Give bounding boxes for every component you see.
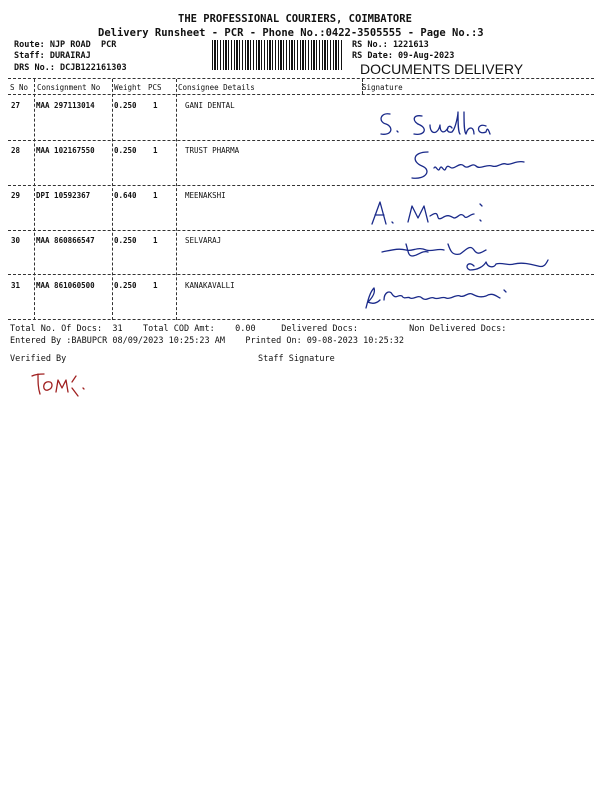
route-label: Route: NJP ROAD PCR <box>14 40 117 50</box>
row-pcs: 1 <box>153 146 158 155</box>
row-pcs: 1 <box>153 101 158 110</box>
header-sno: S No <box>10 83 29 92</box>
row-consignee: KANAKAVALLI <box>185 281 235 290</box>
row-weight: 0.250 <box>114 281 137 290</box>
column-divider <box>34 79 35 320</box>
verifier-initials <box>28 368 88 398</box>
row-consignment: MAA 860866547 <box>36 236 95 245</box>
row-sno: 29 <box>11 191 21 200</box>
header-consignee: Consignee Details <box>178 83 255 92</box>
header-weight: Weight <box>114 83 142 92</box>
signature-gani-dental <box>376 108 496 142</box>
row-weight: 0.640 <box>114 191 137 200</box>
drs-number: DRS No.: DCJB122161303 <box>14 63 127 73</box>
signature-meenakshi <box>368 196 492 228</box>
row-sno: 30 <box>11 236 21 245</box>
barcode <box>212 40 343 70</box>
company-title: THE PROFESSIONAL COURIERS, COIMBATORE <box>178 13 412 25</box>
rs-number: RS No.: 1221613 <box>352 40 429 50</box>
staff-signature-label: Staff Signature <box>258 354 335 364</box>
row-sno: 28 <box>11 146 21 155</box>
column-divider <box>176 79 177 320</box>
row-consignment: MAA 861060500 <box>36 281 95 290</box>
signature-kanakavalli <box>362 282 522 312</box>
row-weight: 0.250 <box>114 101 137 110</box>
column-divider <box>112 79 113 320</box>
row-consignee: MEENAKSHI <box>185 191 226 200</box>
row-weight: 0.250 <box>114 236 137 245</box>
row-consignee: GANI DENTAL <box>185 101 235 110</box>
header-pcs: PCS <box>148 83 162 92</box>
row-pcs: 1 <box>153 191 158 200</box>
divider <box>8 94 594 95</box>
rs-date: RS Date: 09-Aug-2023 <box>352 51 455 61</box>
runsheet-title: Delivery Runsheet - PCR - Phone No.:0422-3505555 - Page No.:3 <box>98 27 484 39</box>
row-divider <box>8 230 594 231</box>
row-weight: 0.250 <box>114 146 137 155</box>
row-sno: 31 <box>11 281 21 290</box>
row-sno: 27 <box>11 101 21 110</box>
row-divider <box>8 185 594 186</box>
row-divider <box>8 319 594 320</box>
staff-label: Staff: DURAIRAJ <box>14 51 91 61</box>
row-consignment: MAA 297113014 <box>36 101 95 110</box>
header-consignment: Consignment No <box>37 83 101 92</box>
row-consignment: MAA 102167550 <box>36 146 95 155</box>
verified-by-label: Verified By <box>10 354 67 364</box>
header-signature: Signature <box>362 83 403 92</box>
row-pcs: 1 <box>153 236 158 245</box>
totals-line: Total No. Of Docs: 31 Total COD Amt: 0.00 Delivered Docs: Non Delivered Docs: <box>10 324 507 334</box>
signature-trust-pharma <box>408 148 528 184</box>
row-divider <box>8 140 594 141</box>
row-consignment: DPI 10592367 <box>36 191 91 200</box>
document-type: DOCUMENTS DELIVERY <box>360 61 524 77</box>
divider <box>8 78 594 79</box>
row-pcs: 1 <box>153 281 158 290</box>
row-consignee: SELVARAJ <box>185 236 222 245</box>
signature-selvaraj <box>378 238 558 278</box>
entered-by-line: Entered By :BABUPCR 08/09/2023 10:25:23 AM Printed On: 09-08-2023 10:25:32 <box>10 336 405 346</box>
row-consignee: TRUST PHARMA <box>185 146 240 155</box>
